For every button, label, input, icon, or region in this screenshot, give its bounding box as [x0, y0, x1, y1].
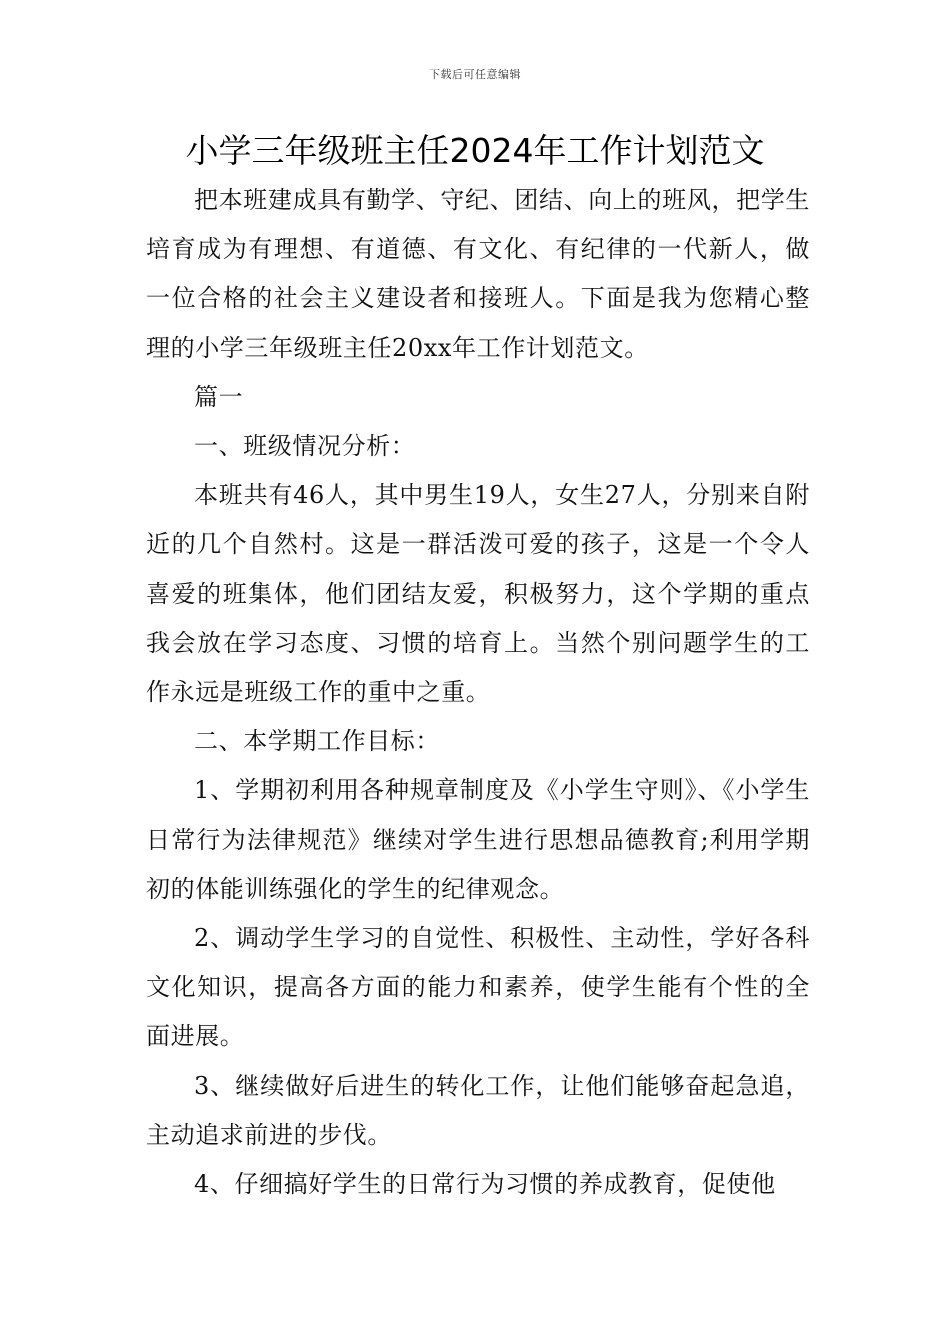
- paragraph-goal-2: 2、调动学生学习的自觉性、积极性、主动性，学好各科文化知识，提高各方面的能力和素养，使学生能有个性的全面进展。: [146, 924, 810, 1051]
- paragraph-intro: 把本班建成具有勤学、守纪、团结、向上的班风，把学生培育成为有理想、有道德、有文化、有纪律的一代新人，做一位合格的社会主义建设者和接班人。下面是我为您精心整理的小学三年级班主任20xx年工作计划范文。: [146, 186, 810, 362]
- paragraph-goal-1: 1、学期初利用各种规章制度及《小学生守则》、《小学生日常行为法律规范》继续对学生进行思想品德教育;利用学期初的体能训练强化的学生的纪律观念。: [146, 776, 810, 903]
- paragraph-class-analysis: 本班共有46人，其中男生19人，女生27人，分别来自附近的几个自然村。这是一群活泼可爱的孩子，这是一个令人喜爱的班集体，他们团结友爱，积极努力，这个学期的重点我会放在学习态度、习惯的培育上。当然个别问题学生的工作永远是班级工作的重中之重。: [146, 481, 810, 707]
- document-body: [146, 176, 810, 1209]
- paragraph-goal-4: 4、仔细搞好学生的日常行为习惯的养成教育，促使他: [194, 1170, 776, 1199]
- heading-class-analysis: 一、班级情况分析：: [194, 432, 416, 461]
- document-title: 小学三年级班主任2024年工作计划范文: [185, 131, 765, 170]
- header-note: 下载后可任意编辑: [429, 68, 521, 81]
- paragraph-section-label: 篇一: [194, 382, 244, 411]
- paragraph-goal-3: 3、继续做好后进生的转化工作，让他们能够奋起急追，主动追求前进的步伐。: [146, 1071, 810, 1149]
- heading-semester-goals: 二、本学期工作目标：: [194, 727, 440, 756]
